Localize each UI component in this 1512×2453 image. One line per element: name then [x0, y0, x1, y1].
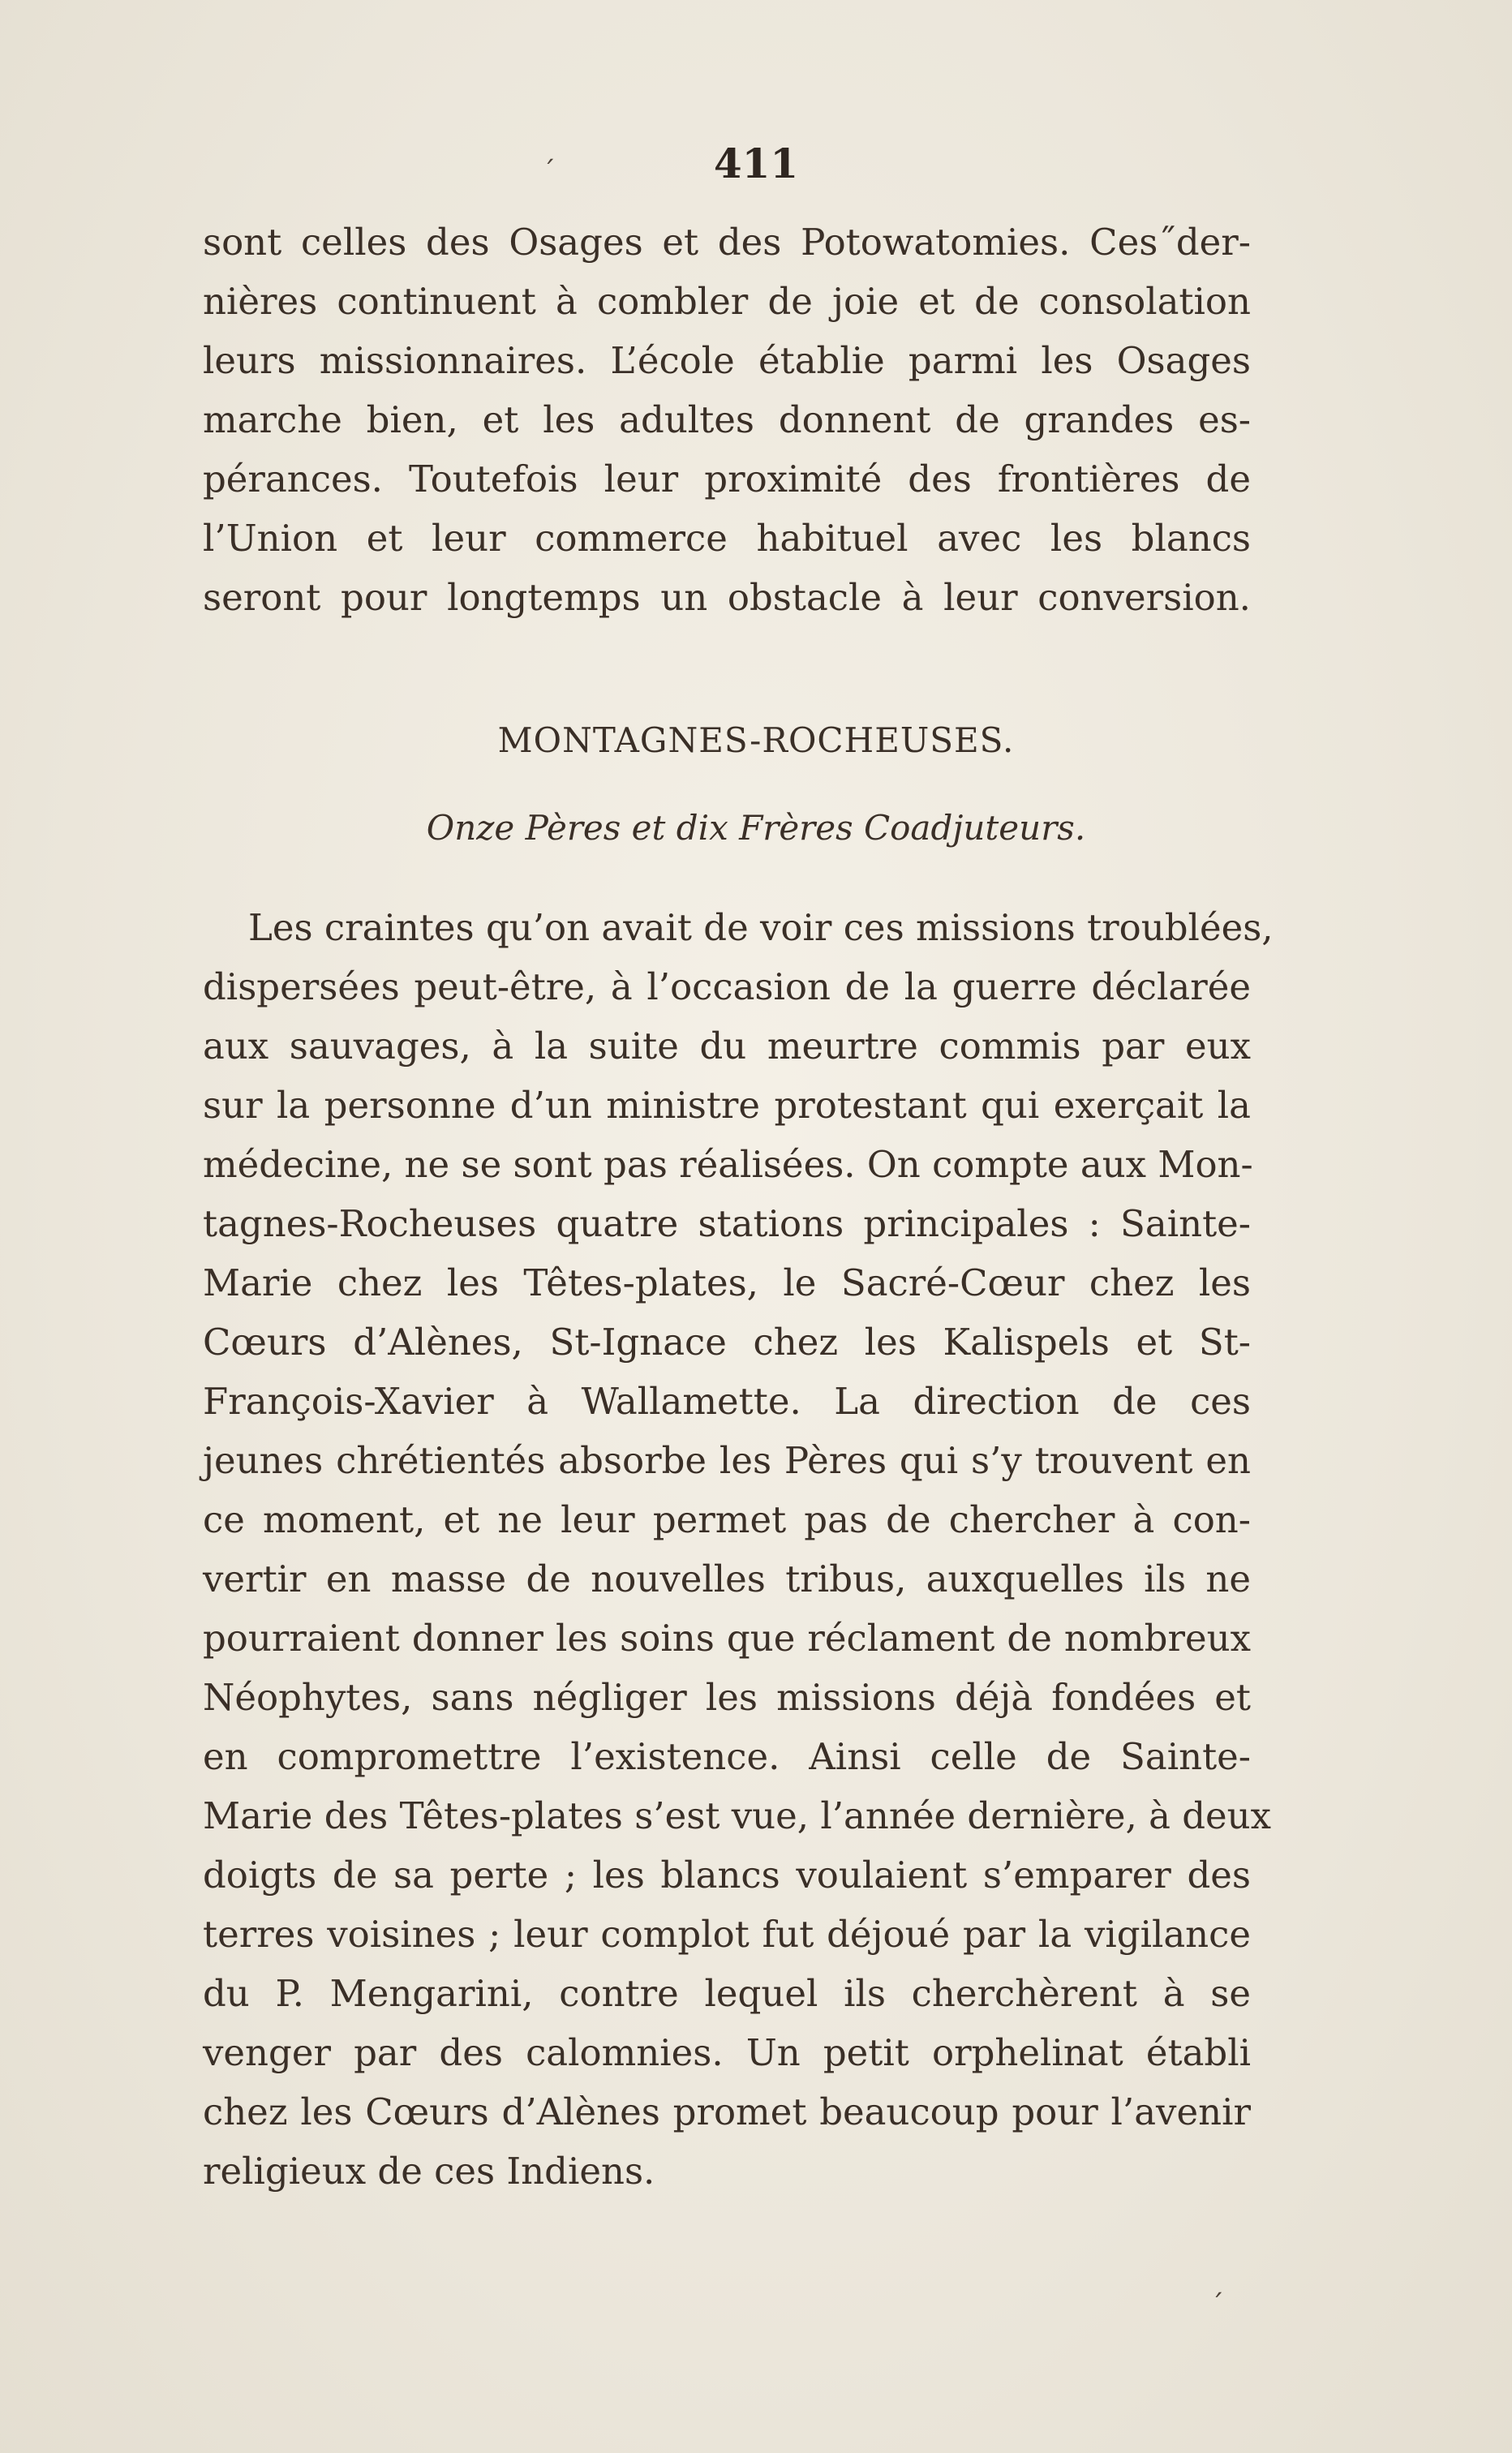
text-line: venger par des calomnies. Un petit orphelinat établi	[203, 2031, 1251, 2074]
text-line: sur la personne d’un ministre protestant qui exerçait la	[203, 1084, 1251, 1127]
text-line: vertir en masse de nouvelles tribus, auxquelles ils ne	[203, 1557, 1251, 1600]
page-number: 411	[713, 140, 799, 187]
text-line: Cœurs d’Alènes, St-Ignace chez les Kalispels et St-	[203, 1321, 1251, 1364]
section-heading: MONTAGNES-ROCHEUSES.	[497, 720, 1015, 760]
text-line: nières continuent à combler de joie et de consolation	[203, 280, 1251, 323]
text-line: aux sauvages, à la suite du meurtre commis par eux	[203, 1025, 1251, 1068]
text-line: du P. Mengarini, contre lequel ils cherchèrent à se	[203, 1972, 1251, 2015]
text-line: terres voisines ; leur complot fut déjoué par la vigilance	[203, 1913, 1251, 1956]
text-line: sont celles des Osages et des Potowatomies. Ces˝der-	[203, 221, 1251, 264]
text-line: ce moment, et ne leur permet pas de chercher à con-	[203, 1498, 1251, 1541]
paragraph-osages	[203, 213, 1251, 627]
text-line: marche bien, et les adultes donnent de grandes es-	[203, 398, 1251, 441]
stray-mark-top: ˊ	[542, 156, 556, 188]
text-line: Les craintes qu’on avait de voir ces missions troublées,	[248, 906, 1274, 949]
text-line: en compromettre l’existence. Ainsi celle de Sainte-	[203, 1735, 1251, 1778]
text-line: jeunes chrétientés absorbe les Pères qui s’y trouvent en	[203, 1439, 1251, 1482]
text-line: l’Union et leur commerce habituel avec les blancs	[203, 517, 1251, 560]
text-line: pérances. Toutefois leur proximité des frontières de	[203, 458, 1251, 500]
text-line: François-Xavier à Wallamette. La direction de ces	[203, 1380, 1251, 1423]
text-line: Marie des Têtes-plates s’est vue, l’année dernière, à deux	[203, 1794, 1272, 1837]
section-subheading: Onze Pères et dix Frères Coadjuteurs.	[426, 808, 1086, 848]
text-line: doigts de sa perte ; les blancs voulaient s’emparer des	[203, 1854, 1251, 1897]
text-line: leurs missionnaires. L’école établie parmi les Osages	[203, 339, 1251, 382]
paragraph-rocky-mountains	[203, 898, 1274, 2201]
text-line: Marie chez les Têtes-plates, le Sacré-Cœur chez les	[203, 1261, 1251, 1304]
text-line: chez les Cœurs d’Alènes promet beaucoup pour l’avenir	[203, 2090, 1251, 2133]
text-line: Néophytes, sans négliger les missions déjà fondées et	[203, 1676, 1251, 1719]
stray-mark-bottom: ˊ	[1210, 2289, 1224, 2322]
text-line: médecine, ne se sont pas réalisées. On compte aux Mon-	[203, 1143, 1253, 1186]
text-line: pourraient donner les soins que réclament de nombreux	[203, 1617, 1251, 1660]
text-line: seront pour longtemps un obstacle à leur conversion.	[203, 576, 1251, 619]
text-line: tagnes-Rocheuses quatre stations principales : Sainte-	[203, 1202, 1251, 1245]
text-line: dispersées peut-être, à l’occasion de la guerre déclarée	[203, 965, 1251, 1008]
text-line: religieux de ces Indiens.	[203, 2150, 655, 2193]
